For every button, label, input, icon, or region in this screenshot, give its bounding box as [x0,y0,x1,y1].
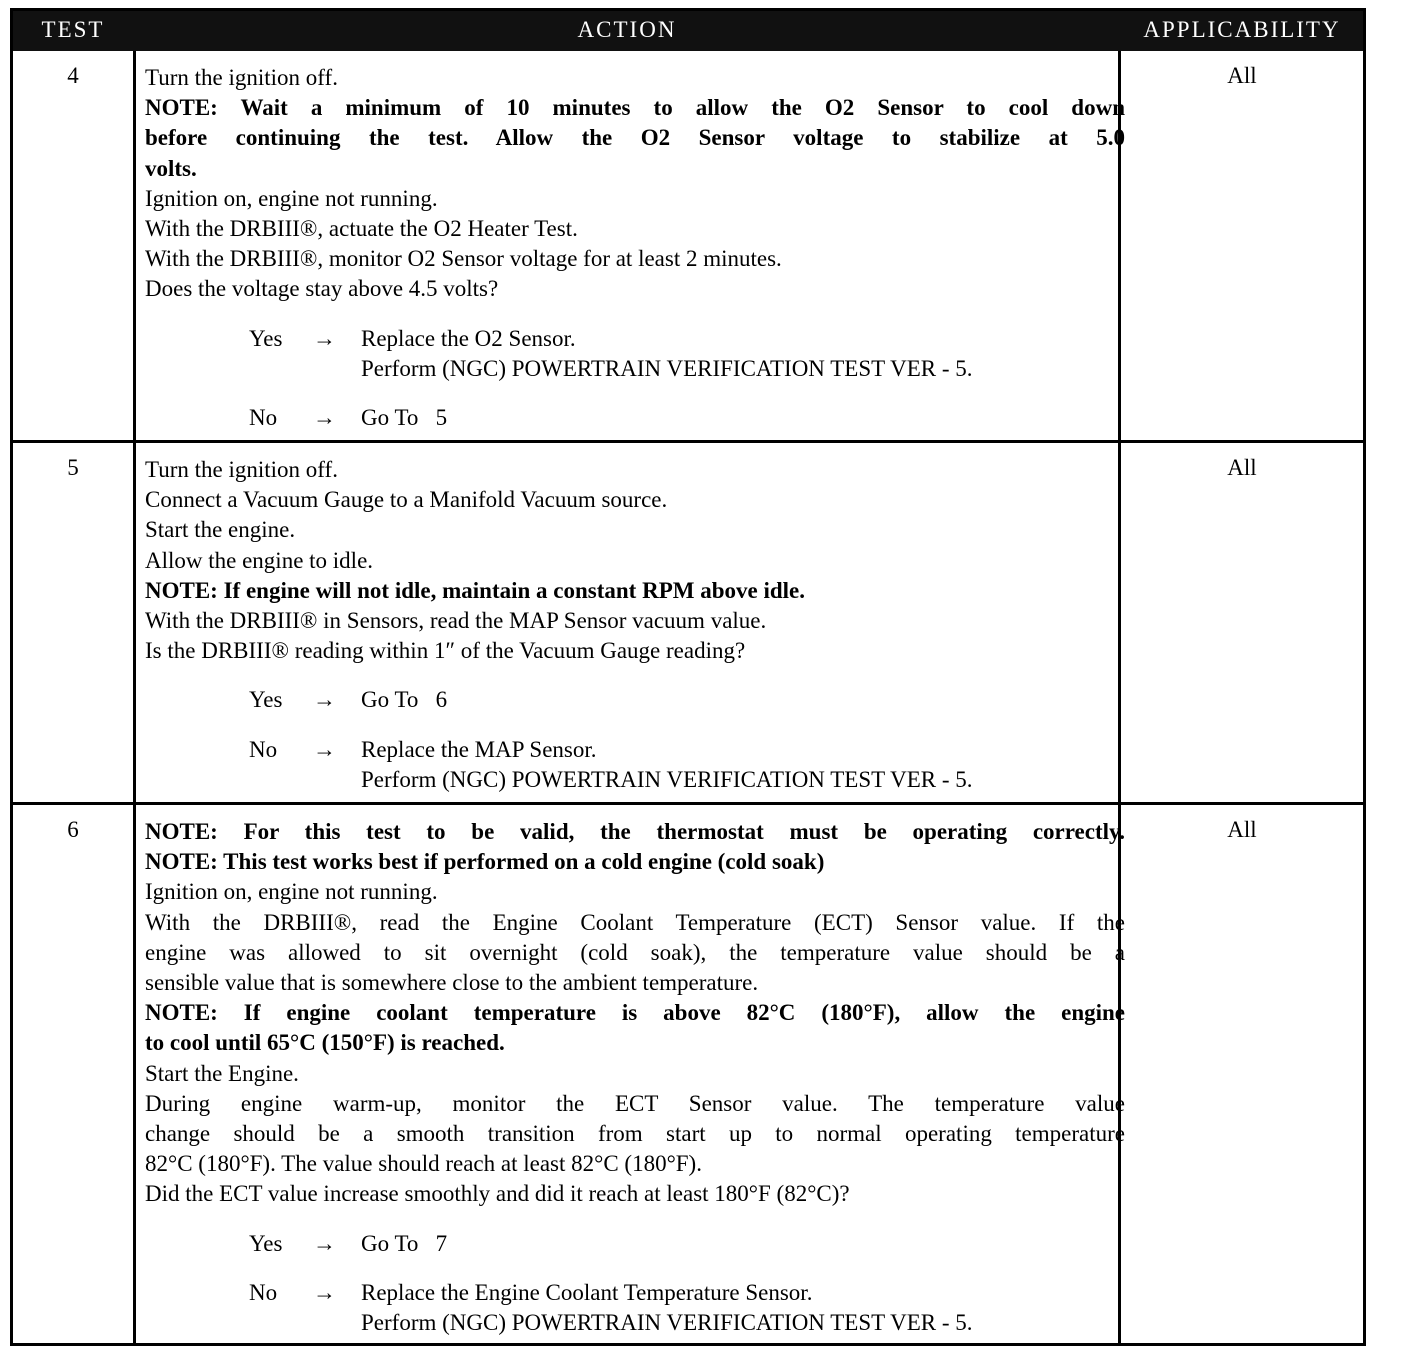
action-question: Did the ECT value increase smoothly and did it reach at least 180°F (82°C)? [145,1181,850,1207]
action-line: 82°C (180°F). The value should reach at least 82°C (180°F). [145,1151,702,1177]
action-note: to cool until 65°C (150°F) is reached. [145,1030,505,1056]
action-line: Start the Engine. [145,1060,299,1086]
branch-no [145,403,1125,433]
action-note: NOTE: Wait a minimum of 10 minutes to allow the O2 Sensor to cool down [145,95,1125,121]
action-note: NOTE: If engine coolant temperature is above 82°C (180°F), allow the engine [145,1000,1125,1026]
row-divider [13,440,1363,443]
branch-label: No [249,405,278,430]
branch-result: Go To 5 [361,405,448,430]
row-divider [13,802,1363,805]
arrow-icon: → [313,687,336,713]
branch-label: Yes [249,1230,283,1256]
header-action: ACTION [577,17,677,42]
branch-result: Go To 7 [361,1230,448,1256]
applicability-value: All [1227,817,1257,842]
branch-yes [145,685,1125,715]
action-line: With the DRBIII®, read the Engine Coolant Temperature (ECT) Sensor value. If the [145,909,1125,935]
action-line: Allow the engine to idle. [145,547,374,573]
action-note: NOTE: If engine will not idle, maintain a constant RPM above idle. [145,577,805,603]
arrow-icon: → [313,736,336,762]
branch-result: Go To 6 [361,687,448,713]
action-line: engine was allowed to sit overnight (cold soak), the temperature value should be a [145,939,1125,965]
branch-no [145,1278,1125,1336]
arrow-icon: → [313,405,336,430]
action-note: volts. [145,155,197,181]
table-header [13,11,1363,51]
arrow-icon: → [313,1279,336,1305]
action-line: With the DRBIII®, actuate the O2 Heater Test. [145,216,578,242]
applicability-value: All [1227,455,1257,480]
arrow-icon: → [313,325,336,351]
action-line: Turn the ignition off. [145,457,338,482]
test-6-action [145,817,1125,1336]
action-question: Is the DRBIII® reading within 1″ of the Vacuum Gauge reading? [145,638,746,664]
action-line: With the DRBIII®, monitor O2 Sensor voltage for at least 2 minutes. [145,246,782,272]
branch-label: No [249,1279,278,1305]
action-line: Ignition on, engine not running. [145,879,438,905]
action-line: Start the engine. [145,517,296,543]
test-4-action [145,63,1125,433]
test-number: 4 [67,63,79,88]
branch-continuation: Perform (NGC) POWERTRAIN VERIFICATION TEST VER - 5. [361,355,973,381]
action-question: Does the voltage stay above 4.5 volts? [145,276,499,302]
action-line: Ignition on, engine not running. [145,185,438,211]
test-number: 5 [67,455,79,480]
applicability-value: All [1227,63,1257,88]
header-applicability: APPLICABILITY [1143,17,1341,42]
branch-continuation: Perform (NGC) POWERTRAIN VERIFICATION TEST VER - 5. [361,766,973,792]
arrow-icon: → [313,1230,336,1256]
action-note: NOTE: This test works best if performed on a cold engine (cold soak) [145,849,825,875]
action-line: Connect a Vacuum Gauge to a Manifold Vacuum source. [145,487,668,513]
branch-yes [145,324,1125,381]
action-line: Turn the ignition off. [145,65,338,90]
branch-continuation: Perform (NGC) POWERTRAIN VERIFICATION TEST VER - 5. [361,1310,973,1336]
branch-label: Yes [249,325,283,351]
action-line: During engine warm-up, monitor the ECT Sensor value. The temperature value [145,1090,1125,1116]
branch-yes [145,1229,1125,1259]
test-5-action [145,455,1125,792]
branch-label: No [249,736,278,762]
action-note: NOTE: For this test to be valid, the thermostat must be operating correctly. [145,819,1125,844]
action-line: change should be a smooth transition from start up to normal operating temperature [145,1121,1125,1147]
column-divider-test [133,51,136,1343]
action-line: With the DRBIII® in Sensors, read the MAP Sensor vacuum value. [145,608,767,634]
test-number: 6 [67,817,79,842]
action-note: before continuing the test. Allow the O2 Sensor voltage to stabilize at 5.0 [145,125,1125,151]
header-test: TEST [41,17,105,42]
branch-no [145,735,1125,792]
action-line: sensible value that is somewhere close to the ambient temperature. [145,970,759,996]
diagnostic-test-table [10,8,1366,1346]
branch-result: Replace the O2 Sensor. [361,325,576,351]
branch-result: Replace the Engine Coolant Temperature Sensor. [361,1279,813,1305]
branch-result: Replace the MAP Sensor. [361,736,597,762]
branch-label: Yes [249,687,283,713]
